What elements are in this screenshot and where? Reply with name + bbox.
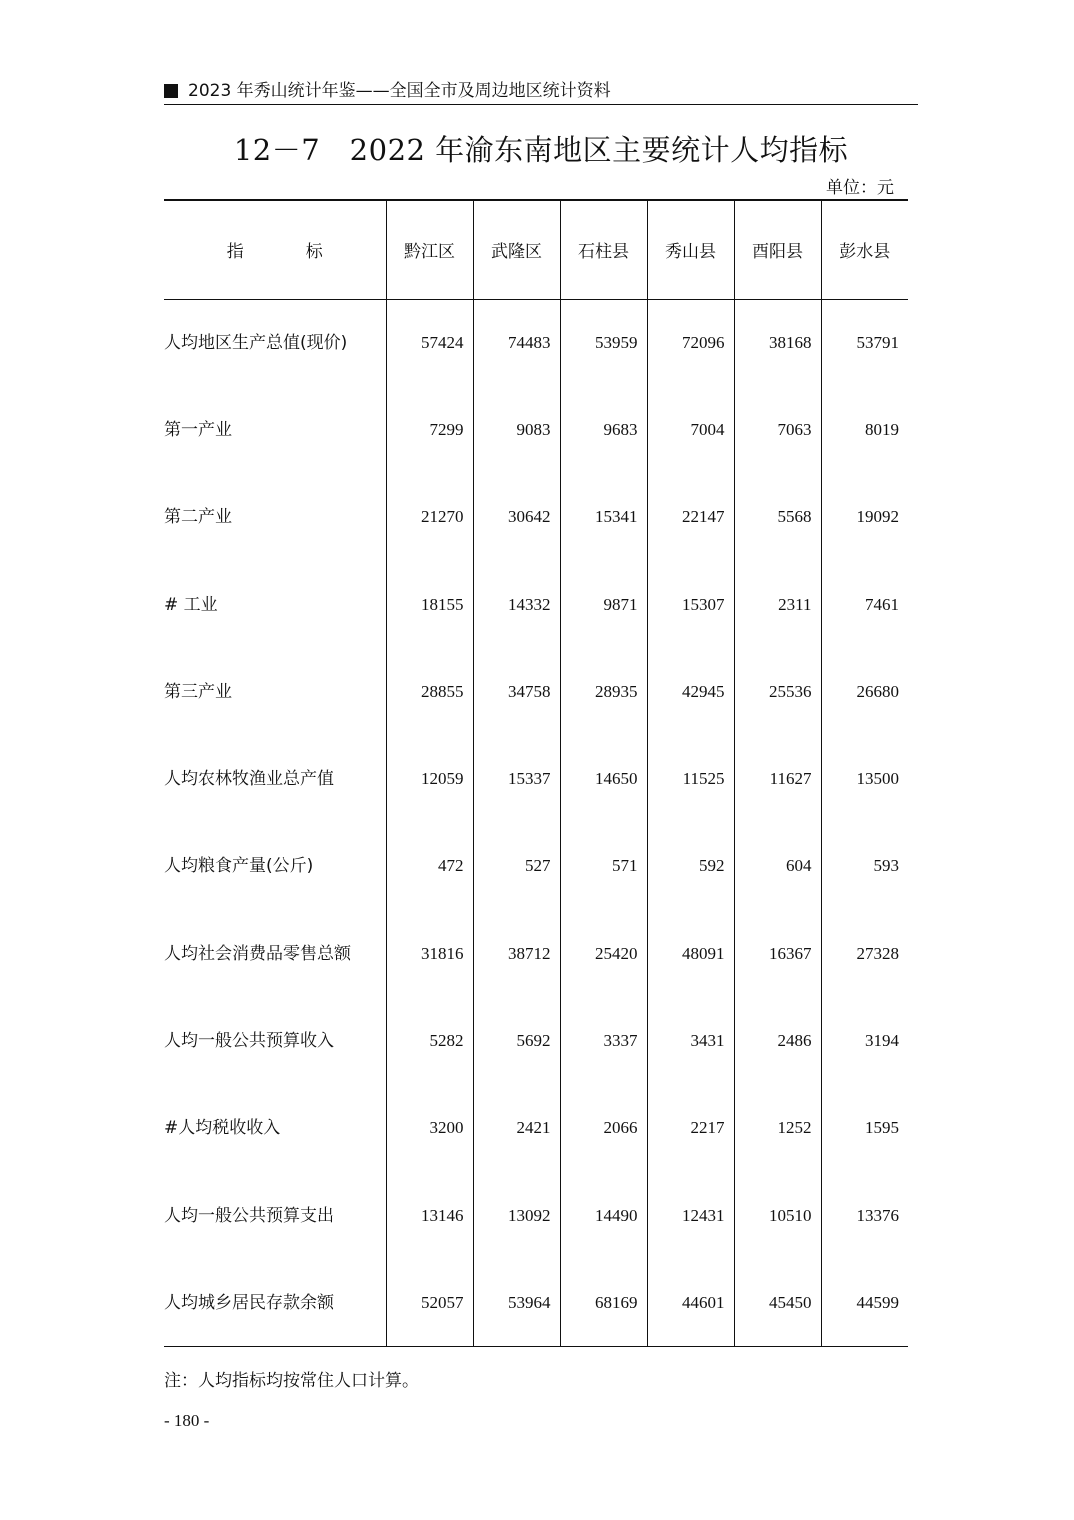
table-cell: 5692	[473, 997, 560, 1084]
table-cell: 472	[386, 823, 473, 910]
table-cell: 10510	[734, 1172, 821, 1259]
table-cell: 13092	[473, 1172, 560, 1259]
table-cell: 3431	[647, 997, 734, 1084]
table-row	[164, 386, 908, 473]
table-cell: 13146	[386, 1172, 473, 1259]
table-cell: 9083	[473, 386, 560, 473]
table-cell: 1252	[734, 1085, 821, 1172]
table-cell: 11627	[734, 735, 821, 822]
table-note: 注：人均指标均按常住人口计算。	[164, 1371, 419, 1391]
table-row	[164, 561, 908, 648]
row-label: 人均一般公共预算收入	[164, 1031, 334, 1052]
table-cell: 53964	[473, 1259, 560, 1346]
row-label: 人均社会消费品零售总额	[164, 943, 351, 964]
table-cell: 16367	[734, 910, 821, 997]
row-label: 第二产业	[164, 507, 232, 528]
table-cell: 2421	[473, 1085, 560, 1172]
table-cell: 57424	[386, 299, 473, 386]
table-cell: 52057	[386, 1259, 473, 1346]
table-cell: 8019	[821, 386, 908, 473]
row-label: 人均农林牧渔业总产值	[164, 769, 334, 790]
table-header	[164, 200, 908, 299]
table-row	[164, 910, 908, 997]
table-row	[164, 997, 908, 1084]
running-header-text: 2023 年秀山统计年鉴——全国全市及周边地区统计资料	[188, 81, 611, 101]
table-cell: 5282	[386, 997, 473, 1084]
table-cell: 28935	[560, 648, 647, 735]
row-label: 人均地区生产总值(现价)	[164, 332, 348, 353]
table-cell: 21270	[386, 474, 473, 561]
table-cell: 3194	[821, 997, 908, 1084]
row-label: 人均粮食产量(公斤)	[164, 856, 314, 877]
table-cell: 18155	[386, 561, 473, 648]
table-cell: 3337	[560, 997, 647, 1084]
row-label: #人均税收收入	[164, 1118, 281, 1139]
table-cell: 25420	[560, 910, 647, 997]
table-cell: 13500	[821, 735, 908, 822]
table-cell: 44601	[647, 1259, 734, 1346]
statistics-table	[164, 199, 908, 1347]
table-row	[164, 474, 908, 561]
table-cell: 25536	[734, 648, 821, 735]
table-row	[164, 299, 908, 386]
table-cell: 2066	[560, 1085, 647, 1172]
table-cell: 593	[821, 823, 908, 910]
table-cell: 3200	[386, 1085, 473, 1172]
table-cell: 7063	[734, 386, 821, 473]
header-square-icon	[164, 84, 178, 98]
table-row	[164, 1085, 908, 1172]
table-cell: 14332	[473, 561, 560, 648]
row-label: 第一产业	[164, 419, 232, 440]
table-cell: 592	[647, 823, 734, 910]
table-cell: 604	[734, 823, 821, 910]
table-cell: 15341	[560, 474, 647, 561]
table-cell: 42945	[647, 648, 734, 735]
table-cell: 14650	[560, 735, 647, 822]
header-indicator: 指 标	[164, 200, 386, 299]
table-row	[164, 1172, 908, 1259]
table-body	[164, 299, 908, 1347]
table-cell: 14490	[560, 1172, 647, 1259]
table-cell: 2486	[734, 997, 821, 1084]
table-cell: 9683	[560, 386, 647, 473]
row-label: # 工业	[164, 594, 218, 615]
table-cell: 7299	[386, 386, 473, 473]
header-column: 彭水县	[821, 200, 908, 299]
table-cell: 38168	[734, 299, 821, 386]
table-cell: 2217	[647, 1085, 734, 1172]
table-cell: 44599	[821, 1259, 908, 1346]
row-label: 人均一般公共预算支出	[164, 1205, 334, 1226]
table-cell: 31816	[386, 910, 473, 997]
table-cell: 22147	[647, 474, 734, 561]
table-cell: 12431	[647, 1172, 734, 1259]
header-column: 黔江区	[386, 200, 473, 299]
header-column: 石柱县	[560, 200, 647, 299]
table-cell: 571	[560, 823, 647, 910]
table-cell: 30642	[473, 474, 560, 561]
table-cell: 15307	[647, 561, 734, 648]
table-cell: 45450	[734, 1259, 821, 1346]
table-cell: 11525	[647, 735, 734, 822]
table-cell: 9871	[560, 561, 647, 648]
table-cell: 27328	[821, 910, 908, 997]
table-cell: 12059	[386, 735, 473, 822]
header-column: 酉阳县	[734, 200, 821, 299]
header-column: 武隆区	[473, 200, 560, 299]
table-cell: 7461	[821, 561, 908, 648]
table-cell: 1595	[821, 1085, 908, 1172]
table-cell: 19092	[821, 474, 908, 561]
table-cell: 72096	[647, 299, 734, 386]
table-cell: 26680	[821, 648, 908, 735]
table-cell: 74483	[473, 299, 560, 386]
table-cell: 48091	[647, 910, 734, 997]
table-cell: 13376	[821, 1172, 908, 1259]
table-row	[164, 648, 908, 735]
table-cell: 68169	[560, 1259, 647, 1346]
table-cell: 53959	[560, 299, 647, 386]
row-label: 人均城乡居民存款余额	[164, 1259, 386, 1346]
row-label: 第三产业	[164, 681, 232, 702]
table-cell: 5568	[734, 474, 821, 561]
table-cell: 34758	[473, 648, 560, 735]
table-row	[164, 735, 908, 822]
table-cell: 53791	[821, 299, 908, 386]
table-row	[164, 1259, 908, 1346]
page-number: - 180 -	[164, 1411, 210, 1430]
running-header	[164, 78, 918, 105]
table-cell: 527	[473, 823, 560, 910]
table-row	[164, 823, 908, 910]
table-cell: 7004	[647, 386, 734, 473]
table-cell: 38712	[473, 910, 560, 997]
table-cell: 28855	[386, 648, 473, 735]
table-cell: 15337	[473, 735, 560, 822]
table-cell: 2311	[734, 561, 821, 648]
page-title: 12－7 2022 年渝东南地区主要统计人均指标	[233, 133, 849, 167]
header-column: 秀山县	[647, 200, 734, 299]
unit-label: 单位：元	[826, 178, 894, 198]
